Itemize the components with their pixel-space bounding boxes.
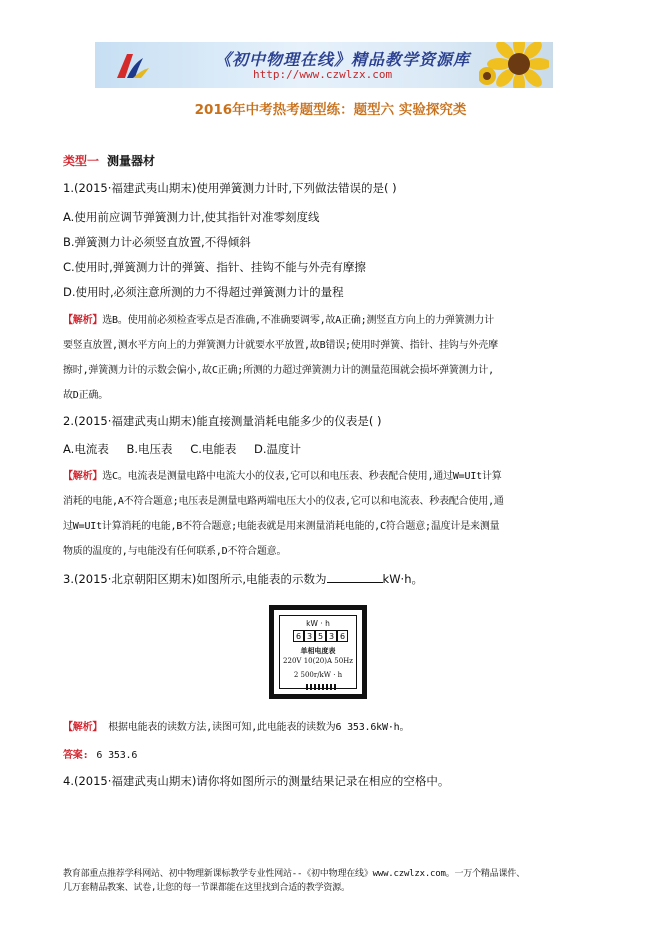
- banner-url[interactable]: http://www.czwlzx.com: [253, 68, 393, 81]
- q1-explanation-line: 故D正确。: [63, 390, 109, 401]
- sunflower-image: [479, 42, 549, 88]
- meter-name: 单相电度表: [300, 646, 336, 655]
- q2-stem: 2.(2015·福建武夷山期末)能直接测量消耗电能多少的仪表是( ): [63, 414, 382, 428]
- q2-option-d: D.温度计: [254, 442, 302, 456]
- meter-digit: 5: [315, 630, 326, 642]
- banner-title: 《初中物理在线》精品教学资源库: [215, 50, 471, 69]
- meter-digit: 3: [304, 630, 315, 642]
- q1-explanation-line: 擦时,弹簧测力计的示数会偏小,故C正确;所测的力超过弹簧测力计的测量范围就会损坏弹簧测力计,: [63, 365, 494, 376]
- q1-option-c: C.使用时,弹簧测力计的弹簧、指针、挂钩不能与外壳有摩擦: [63, 260, 366, 274]
- explanation-tag: 【解析】: [63, 315, 103, 326]
- q2-explanation-line: 过W=UIt计算消耗的电能,B不符合题意;电能表就是用来测量消耗电能的,C符合题意;温度计是来测量: [63, 521, 500, 532]
- meter-digits: [293, 630, 348, 642]
- meter-digit-decimal: 6: [337, 630, 348, 642]
- q2-option-b: B.电压表: [126, 442, 173, 456]
- q3-stem: 3.(2015·北京朝阳区期末)如图所示,电能表的示数为 kW·h。: [63, 572, 424, 586]
- explanation-tag: 【解析】: [63, 722, 103, 733]
- meter-spec: 220V 10(20)A 50Hz: [283, 657, 353, 665]
- explanation-tag: 【解析】: [63, 471, 103, 482]
- header-banner: [95, 42, 553, 88]
- site-logo: [113, 48, 151, 82]
- footer-line: 教育部重点推荐学科网站、初中物理新课标教学专业性网站--《初中物理在线》www.czwlzx.com。一万个精品课件、: [63, 869, 525, 879]
- section-type: 类型一: [63, 154, 100, 168]
- q1-option-a: A.使用前应调节弹簧测力计,使其指针对准零刻度线: [63, 210, 320, 224]
- q2-option-c: C.电能表: [190, 442, 237, 456]
- q1-explanation-line: 【解析】选B。使用前必须检查零点是否准确,不准确要调零,故A正确;测竖直方向上的力弹簧测力计: [63, 315, 494, 326]
- q1-stem: 1.(2015·福建武夷山期末)使用弹簧测力计时,下列做法错误的是( ): [63, 181, 397, 195]
- meter-unit: kW · h: [306, 619, 330, 628]
- q2-options: [63, 441, 301, 457]
- q1-explanation-line: 要竖直放置,测水平方向上的力弹簧测力计就要水平放置,故B错误;使用时弹簧、指针、挂钩与外壳摩: [63, 340, 498, 351]
- q1-option-b: B.弹簧测力计必须竖直放置,不得倾斜: [63, 235, 251, 249]
- q2-explanation-line: 消耗的电能,A不符合题意;电压表是测量电路两端电压大小的仪表,它可以和电流表、秒表配合使用,通: [63, 496, 504, 507]
- q2-explanation-line: 【解析】选C。电流表是测量电路中电流大小的仪表,它可以和电压表、秒表配合使用,通过W=UIt计算: [63, 471, 502, 482]
- footer-line: 几万套精品教案、试卷,让您的每一节课都能在这里找到合适的教学资源。: [63, 883, 350, 893]
- meter-digit: 6: [293, 630, 304, 642]
- answer-tag: 答案:: [63, 750, 89, 761]
- page-title: 2016年中考热考题型练：题型六 实验探究类: [194, 102, 467, 118]
- meter-constant: 2 500r/kW · h: [293, 671, 343, 679]
- meter-indicator-marks: [306, 684, 336, 690]
- q3-answer: 答案: 6 353.6: [63, 750, 138, 761]
- q2-option-a: A.电流表: [63, 442, 109, 456]
- meter-digit: 3: [326, 630, 337, 642]
- section-name: 测量器材: [107, 154, 156, 168]
- answer-blank[interactable]: [327, 573, 383, 583]
- q3-explanation: 【解析】 根据电能表的读数方法,读图可知,此电能表的读数为6 353.6kW·h。: [63, 722, 410, 733]
- q4-stem: 4.(2015·福建武夷山期末)请你将如图所示的测量结果记录在相应的空格中。: [63, 774, 450, 788]
- q2-explanation-line: 物质的温度的,与电能没有任何联系,D不符合题意。: [63, 546, 287, 557]
- electric-meter-figure: [269, 605, 367, 699]
- section-heading: [63, 152, 155, 169]
- q1-option-d: D.使用时,必须注意所测的力不得超过弹簧测力计的量程: [63, 285, 344, 299]
